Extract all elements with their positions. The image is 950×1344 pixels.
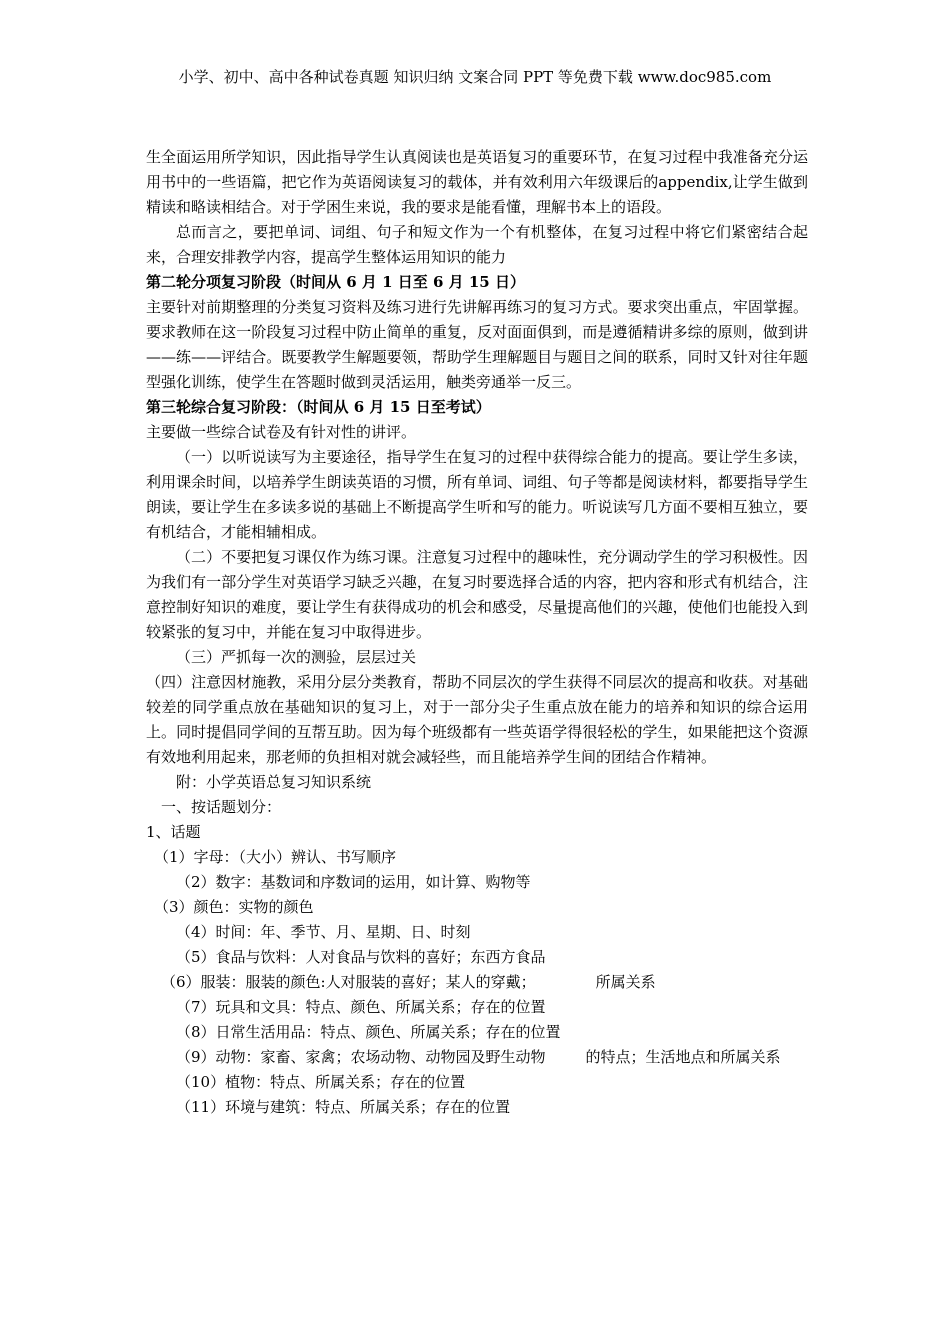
paragraph-reading: 生全面运用所学知识，因此指导学生认真阅读也是英语复习的重要环节，在复习过程中我准备充分运用书中的一些语篇，把它作为英语阅读复习的载体，并有效利用六年级课后的appendix,让学生做到精读和略读相结合。对于学困生来说，我的要求是能看懂，理解书本上的语段。 xyxy=(146,148,808,216)
appendix-title: 附：小学英语总复习知识系统 xyxy=(176,773,372,791)
topic-item-text: （9）动物：家畜、家禽；农场动物、动物园及野生动物 xyxy=(176,1048,546,1066)
topic-item xyxy=(146,1045,808,1070)
heading-round-two: 第二轮分项复习阶段（时间从 6 月 1 日至 6 月 15 日） xyxy=(146,273,525,291)
paragraph-round-three-intro: 主要做一些综合试卷及有针对性的讲评。 xyxy=(146,423,417,441)
topic-item: （7）玩具和文具：特点、颜色、所属关系；存在的位置 xyxy=(176,998,546,1016)
topic-item-text: 的特点；生活地点和所属关系 xyxy=(585,1048,781,1066)
page-header: 小学、初中、高中各种试卷真题 知识归纳 文案合同 PPT 等免费下载 www.doc985.com xyxy=(178,68,772,86)
paragraph-summary: 总而言之，要把单词、词组、句子和短文作为一个有机整体，在复习过程中将它们紧密结合起来，合理安排教学内容，提高学生整体运用知识的能力 xyxy=(146,223,808,266)
paragraph-point-two: （二）不要把复习课仅作为练习课。注意复习过程中的趣味性，充分调动学生的学习积极性。因为我们有一部分学生对英语学习缺乏兴趣，在复习时要选择合适的内容，把内容和形式有机结合，注意控制好知识的难度，要让学生有获得成功的机会和感受，尽量提高他们的兴趣，使他们也能投入到较紧张的复习中，并能在复习中取得进步。 xyxy=(146,548,808,641)
topic-heading: 1、话题 xyxy=(146,823,201,841)
section-heading: 一、按话题划分： xyxy=(161,798,282,816)
paragraph-point-three: （三）严抓每一次的测验，层层过关 xyxy=(176,648,417,666)
paragraph-round-two: 主要针对前期整理的分类复习资料及练习进行先讲解再练习的复习方式。要求突出重点，牢固掌握。要求教师在这一阶段复习过程中防止简单的重复，反对面面俱到，而是遵循精讲多综的原则，做到讲——练——评结合。既要教学生解题要领，帮助学生理解题目与题目之间的联系，同时又针对往年题型强化训练，使学生在答题时做到灵活运用，触类旁通举一反三。 xyxy=(146,298,808,391)
topic-item: （8）日常生活用品：特点、颜色、所属关系；存在的位置 xyxy=(176,1023,561,1041)
paragraph-point-one: （一）以听说读写为主要途径，指导学生在复习的过程中获得综合能力的提高。要让学生多读，利用课余时间，以培养学生朗读英语的习惯，所有单词、词组、句子等都是阅读材料，都要指导学生朗读，要让学生在多读多说的基础上不断提高学生听和写的能力。听说读写几方面不要相互独立，要有机结合，才能相辅相成。 xyxy=(146,448,808,541)
document-body xyxy=(146,145,808,1120)
heading-round-three: 第三轮综合复习阶段：（时间从 6 月 15 日至考试） xyxy=(146,398,491,416)
topic-item xyxy=(146,970,808,995)
topic-item: （11）环境与建筑：特点、所属关系；存在的位置 xyxy=(176,1098,511,1116)
topic-item: （2）数字：基数词和序数词的运用，如计算、购物等 xyxy=(176,873,531,891)
topic-item: （3）颜色：实物的颜色 xyxy=(154,898,314,916)
topic-item-text: （6）服装：服装的颜色:人对服装的喜好；某人的穿戴； xyxy=(161,973,536,991)
topic-item: （4）时间：年、季节、月、星期、日、时刻 xyxy=(176,923,471,941)
topic-item-text: 所属关系 xyxy=(595,973,656,991)
paragraph-point-four: （四）注意因材施教，采用分层分类教育，帮助不同层次的学生获得不同层次的提高和收获。对基础较差的同学重点放在基础知识的复习上，对于一部分尖子生重点放在能力的培养和知识的综合运用上。同时提倡同学间的互帮互助。因为每个班级都有一些英语学得很轻松的学生，如果能把这个资源有效地利用起来，那老师的负担相对就会减轻些，而且能培养学生间的团结合作精神。 xyxy=(146,673,808,766)
topic-item: （10）植物：特点、所属关系；存在的位置 xyxy=(176,1073,466,1091)
topic-item: （5）食品与饮料：人对食品与饮料的喜好；东西方食品 xyxy=(176,948,546,966)
topic-item: （1）字母：（大小）辨认、书写顺序 xyxy=(154,848,397,866)
